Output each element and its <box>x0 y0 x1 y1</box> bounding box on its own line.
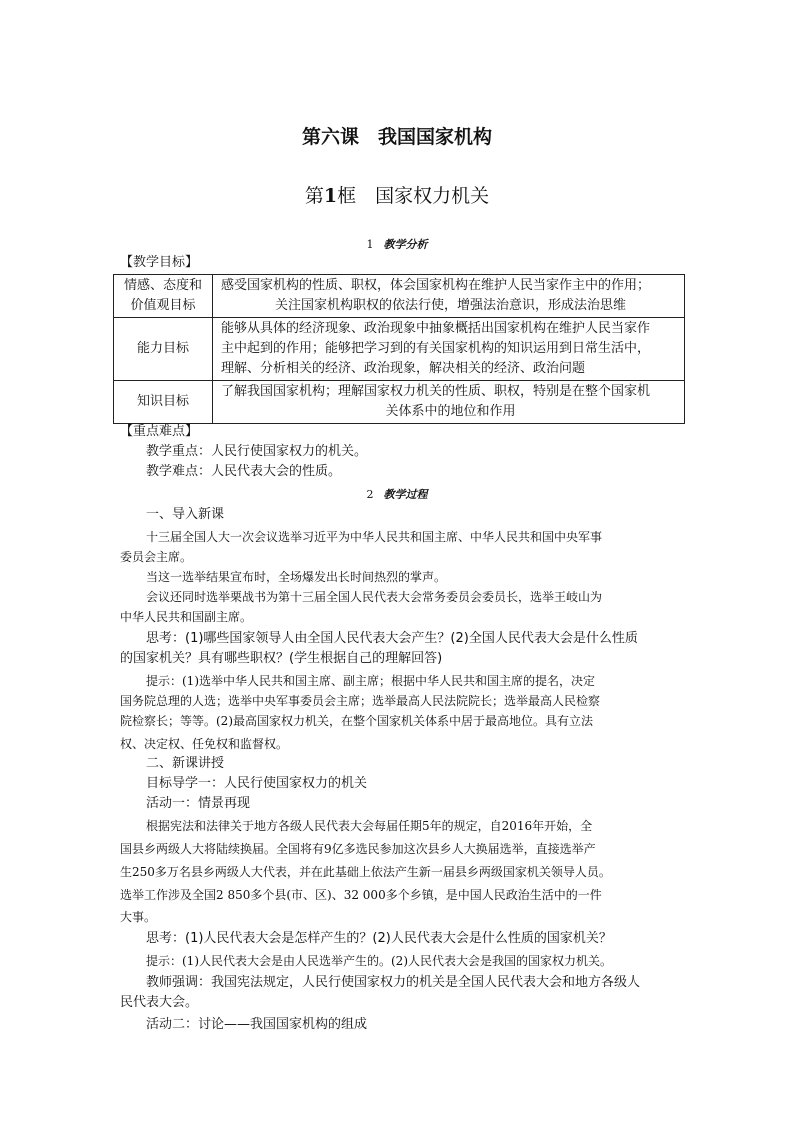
hint1-line: 院检察长；等等。(2)最高国家权力机关，在整个国家机关体系中居于最高地位。具有立法 <box>120 714 594 728</box>
section-title <box>0 181 794 208</box>
objective-label: 能力目标 <box>114 318 213 381</box>
part1-num: 1 <box>366 238 374 251</box>
objective-content: 能够从具体的经济现象、政治现象中抽象概括出国家机构在维护人民当家作 主中起到的作用；能够把学习到的有关国家机构的知识运用到日常生活中， 理解、分析相关的经济、政治现象，解决相关的经济、政治问题 <box>213 318 685 381</box>
objectives-heading: 【教学目标】 <box>120 255 199 270</box>
hint1-line: 提示：(1)选举中华人民共和国主席、副主席；根据中华人民共和国主席的提名，决定 <box>146 674 596 688</box>
lesson-title: 第六课 我国国家机构 <box>301 126 492 148</box>
goal1-heading: 目标导学一：人民行使国家权力的机关 <box>146 776 368 791</box>
scene-line: 国县乡两级人大将陆续换届。全国将有9亿多选民参加这次县乡人大换届选举，直接选举产 <box>120 842 596 856</box>
objectives-table <box>113 274 685 424</box>
think1-line: 思考：(1)哪些国家领导人由全国人民代表大会产生？(2)全国人民代表大会是什么性质 <box>146 631 638 646</box>
scene-line: 根据宪法和法律关于地方各级人民代表大会每届任期5年的规定，自2016年开始，全 <box>146 819 593 833</box>
objective-label: 知识目标 <box>114 381 213 424</box>
emphasis-line: 教师强调：我国宪法规定，人民行使国家权力的机关是全国人民代表大会和地方各级人 <box>146 975 641 990</box>
part2-heading <box>0 486 794 502</box>
intro-line: 会议还同时选举栗战书为第十三届全国人民代表大会常务委员会委员长，选举王岐山为 <box>146 590 603 604</box>
objective-row <box>114 381 685 424</box>
emphasis-line: 民代表大会。 <box>120 995 199 1010</box>
part1-heading <box>0 236 794 252</box>
objective-label: 情感、态度和 价值观目标 <box>114 275 213 318</box>
hint1-line: 国务院总理的人选；选举中央军事委员会主席；选举最高人民法院院长；选举最高人民检察 <box>120 694 601 708</box>
think1-line: 的国家机关？具有哪些职权？(学生根据自己的理解回答) <box>120 651 443 666</box>
part2-title: 教学过程 <box>383 488 428 501</box>
new-heading: 二、新课讲授 <box>146 756 225 771</box>
part1-title: 教学分析 <box>383 238 428 251</box>
activity2-heading: 活动二：讨论——我国国家机构的组成 <box>146 1017 368 1032</box>
keypoints-heading: 【重点难点】 <box>120 424 199 439</box>
intro-line: 当这一选举结果宣布时，全场爆发出长时间热烈的掌声。 <box>146 570 447 584</box>
intro-line: 十三届全国人大一次会议选举习近平为中华人民共和国主席、中华人民共和国中央军事 <box>146 530 603 544</box>
objective-row <box>114 318 685 381</box>
intro-heading: 一、导入新课 <box>146 507 225 522</box>
scene-line: 选举工作涉及全国2 850多个县(市、区)、32 000多个乡镇，是中国人民政治生活中的一件 <box>120 888 602 902</box>
objective-row <box>114 275 685 318</box>
intro-line: 中华人民共和国副主席。 <box>120 610 253 624</box>
section-title-prefix: 第 <box>304 185 324 207</box>
key-point: 教学重点：人民行使国家权力的机关。 <box>146 444 368 459</box>
activity1-heading: 活动一：情景再现 <box>146 796 251 811</box>
objective-content: 了解我国国家机构；理解国家权力机关的性质、职权，特别是在整个国家机 关体系中的地位和作用 <box>213 381 685 424</box>
hint1-line: 权、决定权、任免权和监督权。 <box>120 737 289 751</box>
section-title-num: 1 <box>323 185 338 207</box>
intro-line: 委员会主席。 <box>120 550 193 564</box>
section-title-suffix: 框 国家权力机关 <box>337 185 490 207</box>
think2-line: 思考：(1)人民代表大会是怎样产生的？(2)人民代表大会是什么性质的国家机关？ <box>146 931 612 946</box>
difficult-point: 教学难点：人民代表大会的性质。 <box>146 464 342 479</box>
objective-content: 感受国家机构的性质、职权，体会国家机构在维护人民当家作主中的作用； 关注国家机构职权的依法行使，增强法治意识，形成法治思维 <box>213 275 685 318</box>
scene-line: 大事。 <box>120 910 157 924</box>
part2-num: 2 <box>366 488 374 501</box>
scene-line: 生250多万名县乡两级人大代表，并在此基础上依法产生新一届县乡两级国家机关领导人员。 <box>120 865 611 879</box>
hint2-line: 提示：(1)人民代表大会是由人民选举产生的。(2)人民代表大会是我国的国家权力机关。 <box>146 954 612 968</box>
